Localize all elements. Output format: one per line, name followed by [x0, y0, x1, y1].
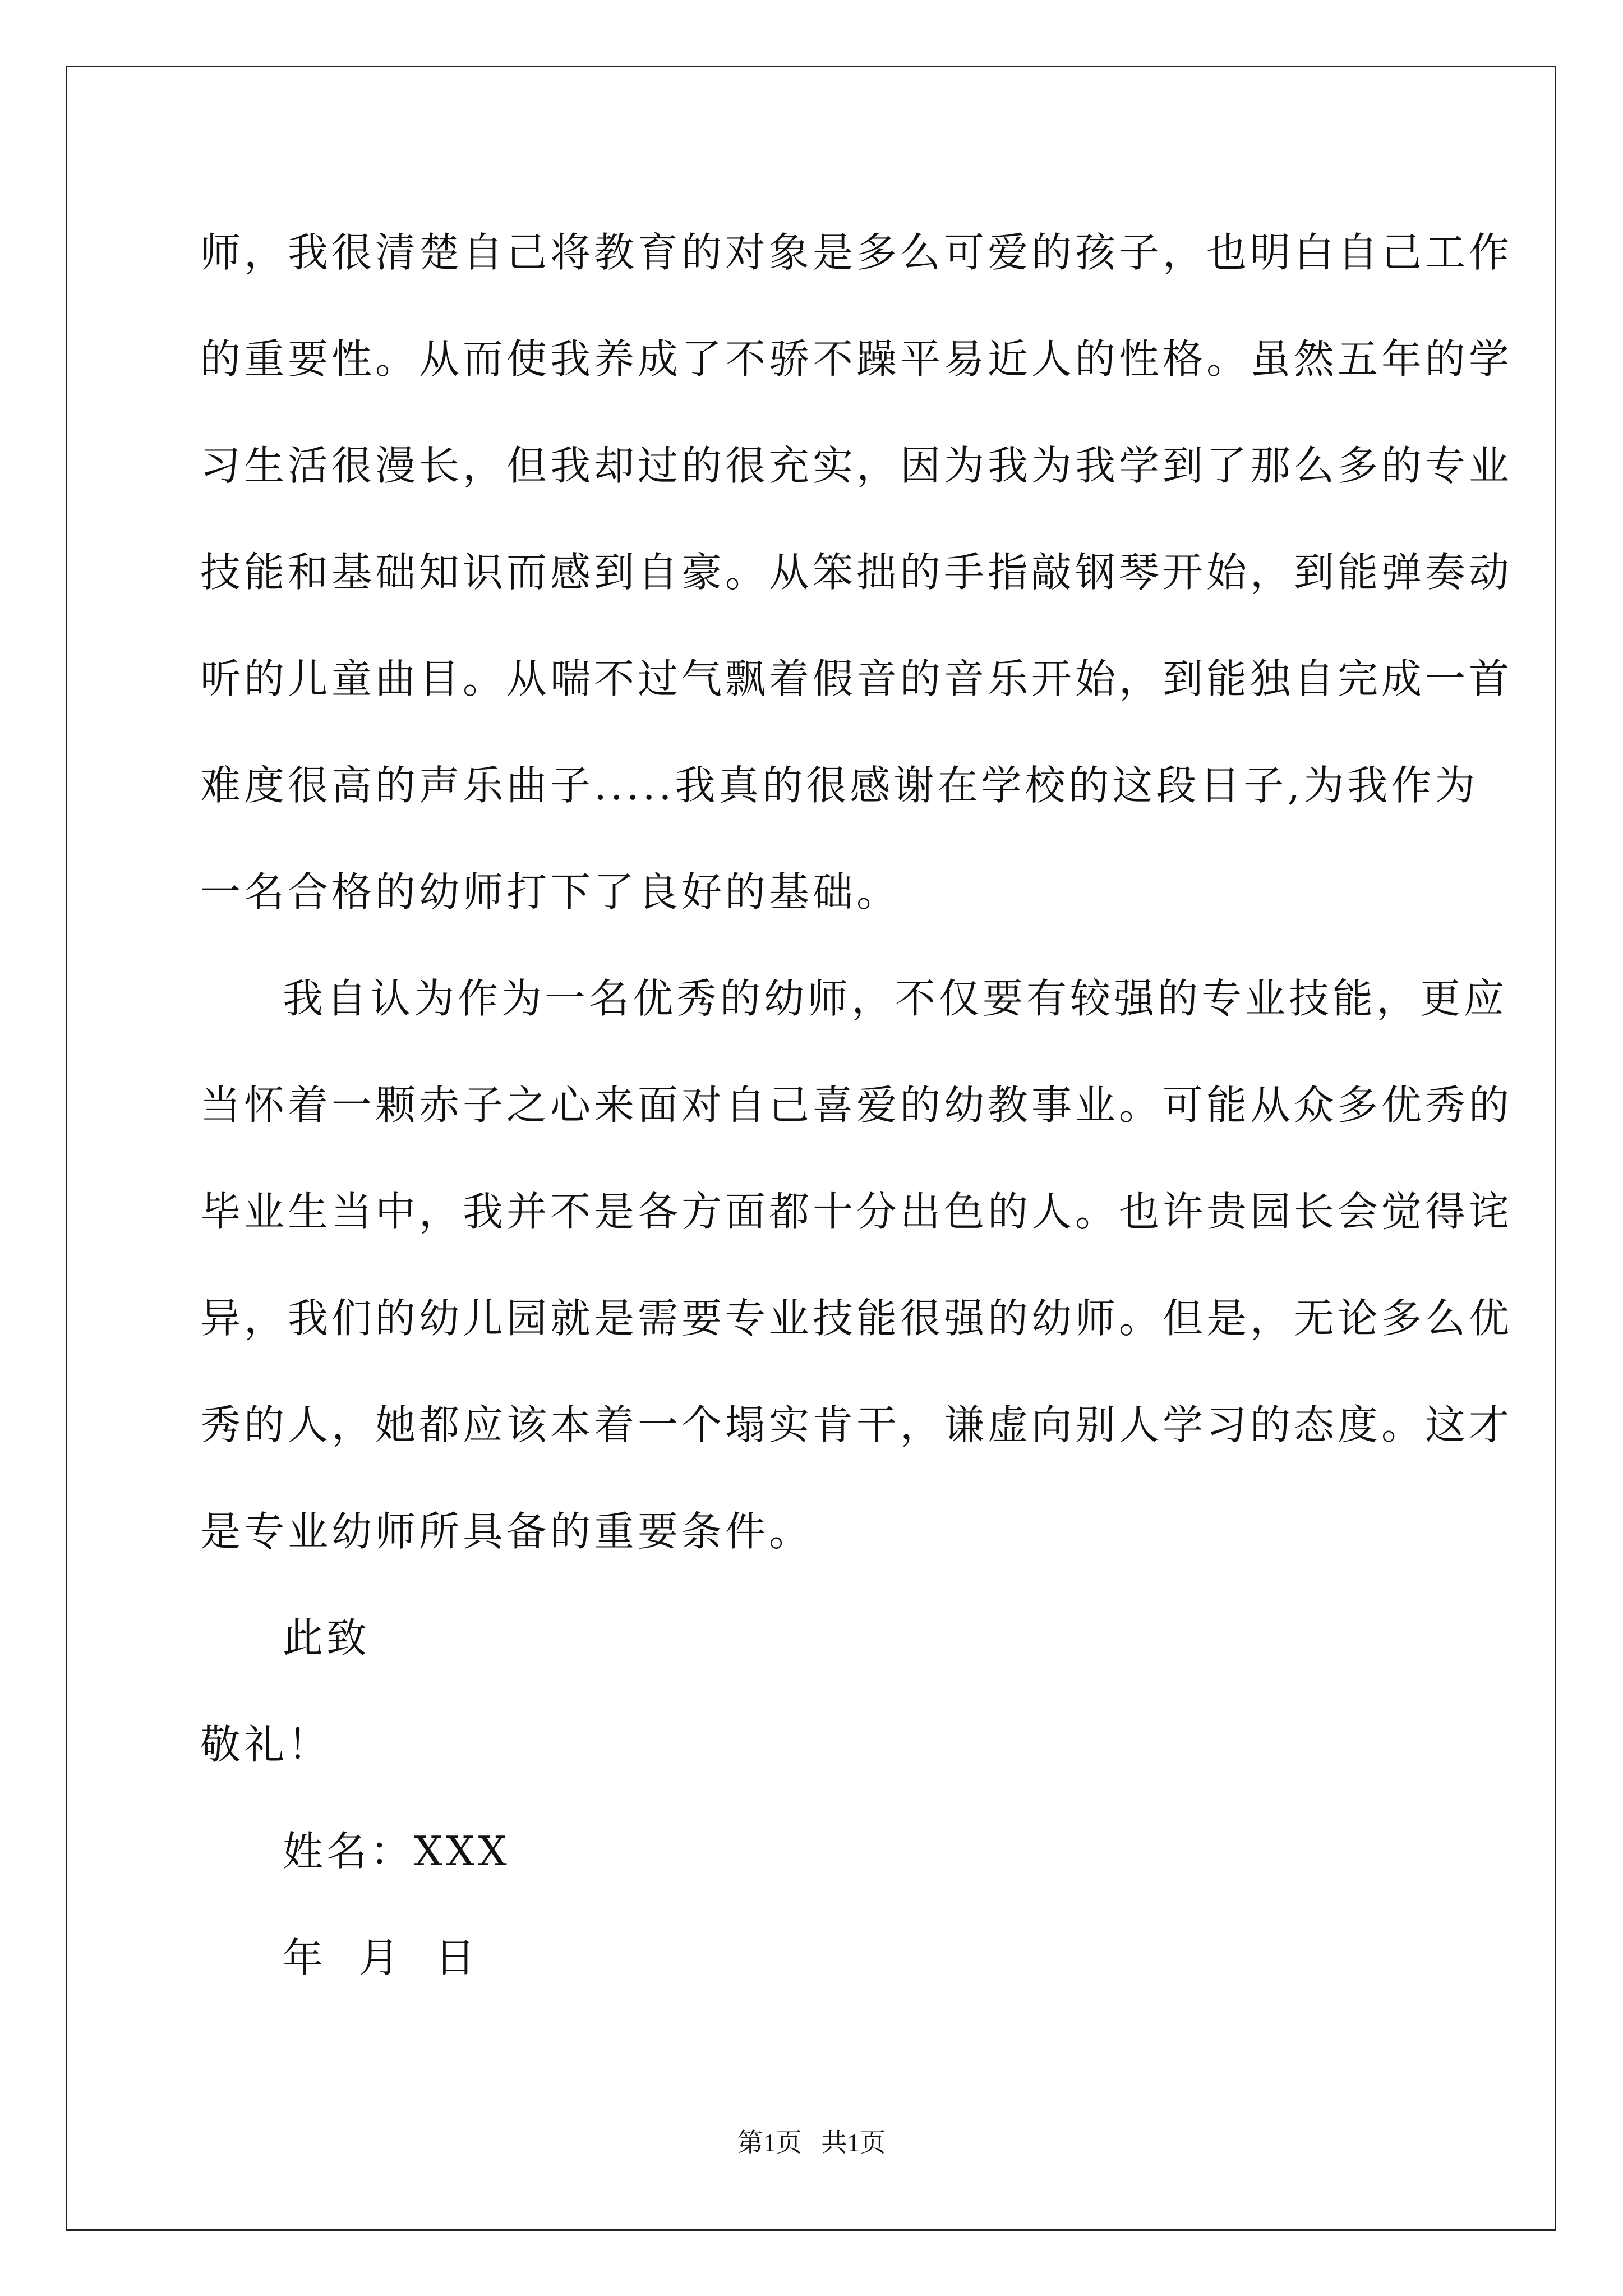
body-line-13: 是专业幼师所具备的重要条件。	[200, 1508, 813, 1555]
body-line-1: 师，我很清楚自己将教育的对象是多么可爱的孩子，也明白自己工作	[200, 229, 1513, 276]
signature-date: 年 月 日	[283, 1934, 479, 1981]
closing-text: 此致	[283, 1614, 371, 1662]
page-border	[66, 66, 1556, 2231]
body-line-7: 一名合格的幼师打下了良好的基础。	[200, 868, 901, 915]
body-line-2: 的重要性。从而使我养成了不骄不躁平易近人的性格。虽然五年的学	[200, 335, 1513, 383]
body-line-10: 毕业生当中，我并不是各方面都十分出色的人。也许贵园长会觉得诧	[200, 1188, 1513, 1235]
signature-name: 姓名：XXX	[283, 1828, 510, 1875]
body-line-9: 当怀着一颗赤子之心来面对自己喜爱的幼教事业。可能从众多优秀的	[200, 1082, 1513, 1129]
body-line-6: 难度很高的声乐曲子.....我真的很感谢在学校的这段日子,为我作为	[200, 762, 1479, 809]
body-line-5: 听的儿童曲目。从喘不过气飘着假音的音乐开始，到能独自完成一首	[200, 655, 1513, 702]
body-line-12: 秀的人，她都应该本着一个塌实肯干，谦虚向别人学习的态度。这才	[200, 1401, 1513, 1448]
salute-text: 敬礼！	[200, 1721, 332, 1768]
body-line-8: 我自认为作为一名优秀的幼师，不仅要有较强的专业技能，更应	[283, 975, 1508, 1022]
body-line-4: 技能和基础知识而感到自豪。从笨拙的手指敲钢琴开始，到能弹奏动	[200, 549, 1513, 596]
body-line-11: 异，我们的幼儿园就是需要专业技能很强的幼师。但是，无论多么优	[200, 1295, 1513, 1342]
body-line-3: 习生活很漫长，但我却过的很充实，因为我为我学到了那么多的专业	[200, 442, 1513, 489]
page-number-footer: 第1页 共1页	[737, 2128, 886, 2157]
